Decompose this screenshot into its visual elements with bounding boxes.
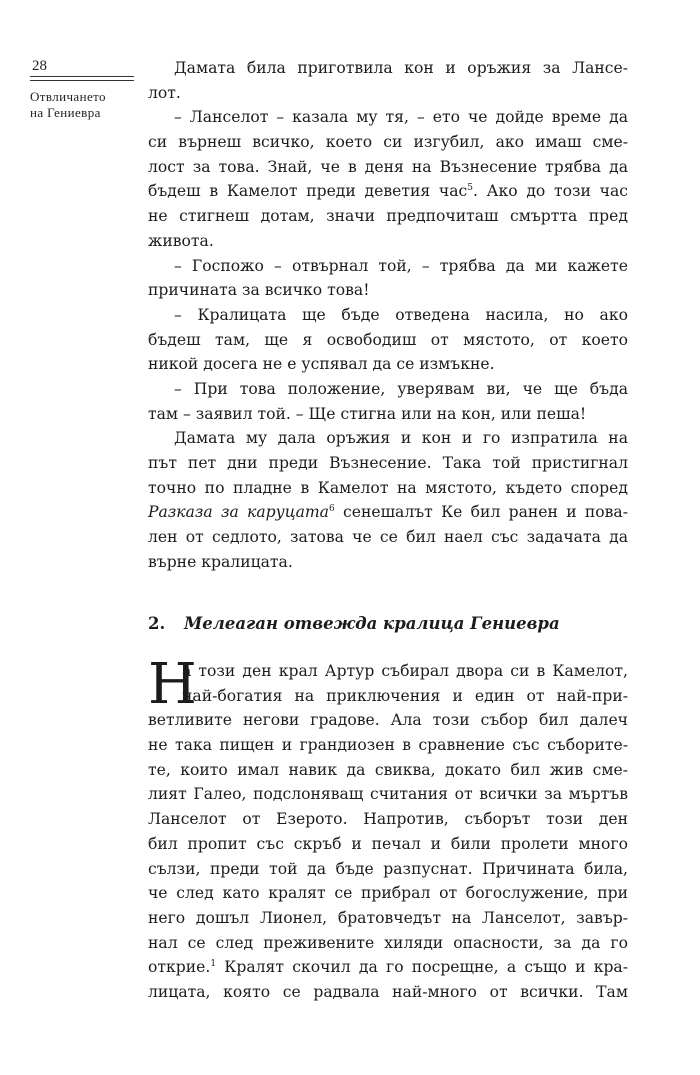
text-line: – Госпожо – отвърнал той, – трябва да ми кажете xyxy=(174,256,628,275)
text-line: него дошъл Лионел, братовчедът на Ланселот, завър- xyxy=(148,908,628,927)
text-line: сълзи, преди той да бъде разпуснат. Причината била, xyxy=(148,859,628,878)
text-line xyxy=(148,955,628,980)
footnote-mark: 6 xyxy=(328,504,335,515)
text-line: Дамата му дала оръжия и кон и го изпратила на xyxy=(174,429,628,448)
text-line: Ланселот от Езерото. Напротив, съборът този ден xyxy=(148,810,628,829)
text-line xyxy=(148,179,628,204)
header-rule-bottom xyxy=(30,80,134,81)
text-line: живота. xyxy=(148,231,214,250)
text-segment: сенешалът Ке бил ранен и пова- xyxy=(334,503,628,522)
body-text-section xyxy=(148,652,628,1005)
header-rule-top xyxy=(30,76,134,77)
text-line: най-богатия на приключения и един от най-при- xyxy=(182,686,628,705)
book-title: Разказа за каруцата xyxy=(148,503,329,522)
section-number: 2. xyxy=(148,614,166,633)
text-line: лост за това. Знай, че в деня на Възнесение трябва да xyxy=(148,157,628,176)
text-segment: . Ако до този час xyxy=(473,182,628,201)
footnote-mark: 1 xyxy=(210,959,217,970)
footnote-mark: 5 xyxy=(467,183,473,194)
text-line: ветливите негови градове. Ала този събор бил далеч xyxy=(148,711,628,730)
text-line: път пет дни преди Възнесение. Така той пристигнал xyxy=(148,454,628,472)
text-line: – Ланселот – казала му тя, – ето че дойде време да xyxy=(174,108,628,127)
text-line: Дамата била приготвила кон и оръжия за Лансе- xyxy=(174,59,628,77)
text-line: нал се след преживените хиляди опасности, за да го xyxy=(148,933,628,952)
drop-cap: Н xyxy=(148,652,197,717)
text-line: там – заявил той. – Ще стигна или на кон, или пеша! xyxy=(148,404,587,423)
text-segment: бъдеш в Камелот преди деветия час xyxy=(148,182,468,201)
text-line: върне кралицата. xyxy=(148,552,293,571)
text-line: не така пищен и грандиозен в сравнение със съборите- xyxy=(148,736,628,755)
text-line: те, които имал навик да свиква, докато бил жив сме- xyxy=(148,760,628,779)
text-line: никой досега не е успявал да се измъкне. xyxy=(148,355,495,374)
text-line: лен от седлото, затова че се бил наел със задачата да xyxy=(148,528,628,547)
text-line: че след като кралят се прибрал от богослужение, при xyxy=(148,884,628,903)
page-number: 28 xyxy=(32,58,47,74)
text-line: – Кралицата ще бъде отведена насила, но ако xyxy=(174,305,628,324)
section-title: Мелеаган отвежда кралица Гениевра xyxy=(184,614,560,633)
text-line: лот. xyxy=(148,83,181,102)
text-line: причината за всичко това! xyxy=(148,281,370,300)
text-line: си върнеш всичко, което си изгубил, ако имаш сме- xyxy=(148,133,628,152)
text-line: лицата, която се радвала най-много от всички. Там xyxy=(148,982,628,1001)
text-line: бъдеш там, ще я освободиш от мястото, от което xyxy=(148,330,628,349)
text-line xyxy=(148,500,628,525)
running-head-line-2: на Гениевра xyxy=(30,105,101,120)
text-line: бил пропит със скръб и печал и били пролети много xyxy=(148,834,628,853)
running-head xyxy=(30,89,134,121)
text-line: лият Галео, подслоняващ считания от всички за мъртъв xyxy=(148,785,628,804)
text-line: а този ден крал Артур събирал двора си в Камелот, xyxy=(182,662,628,680)
page-margin xyxy=(30,58,134,121)
text-line: не стигнеш дотам, значи предпочиташ смъртта пред xyxy=(148,207,628,226)
running-head-line-1: Отвличането xyxy=(30,89,106,104)
section-heading xyxy=(148,614,628,633)
body-text-top xyxy=(148,56,628,574)
text-segment: Кралят скочил да го посрещне, а също и кра- xyxy=(216,958,628,977)
text-line: точно по пладне в Камелот на мястото, където според xyxy=(148,478,628,497)
text-line: – При това положение, уверявам ви, че ще бъда xyxy=(174,379,628,398)
text-segment: открие. xyxy=(148,958,211,977)
